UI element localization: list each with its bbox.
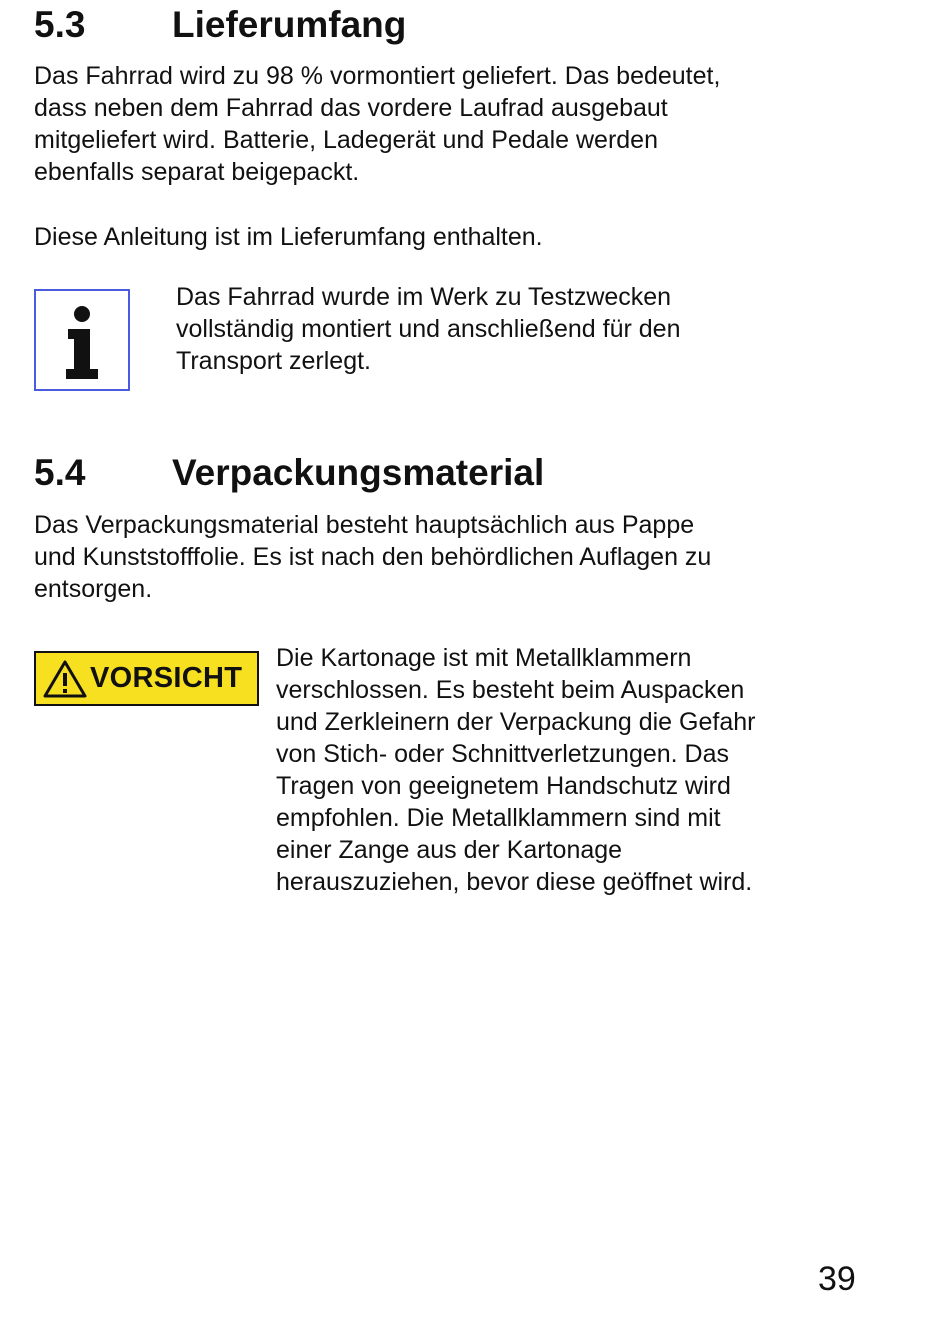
caution-line: verschlossen. Es besteht beim Auspacken (276, 676, 745, 704)
section-title: Lieferumfang (172, 4, 407, 45)
info-icon (34, 289, 130, 391)
caution-line: Die Kartonage ist mit Metallklammern (276, 644, 692, 672)
paragraph-line: Das Verpackungsmaterial besteht hauptsächlich aus Pappe (34, 511, 695, 539)
paragraph-line: entsorgen. (34, 575, 153, 603)
info-note-text (176, 281, 816, 377)
note-line: Transport zerlegt. (176, 347, 371, 375)
paragraph-line: dass neben dem Fahrrad das vordere Laufrad ausgebaut (34, 94, 668, 122)
paragraph-line: Das Fahrrad wird zu 98 % vormontiert geliefert. Das bedeutet, (34, 62, 721, 90)
caution-text (276, 642, 836, 898)
section-heading-5-4 (34, 451, 914, 495)
caution-badge (34, 651, 259, 706)
caution-label: VORSICHT (90, 662, 243, 694)
caution-line: Tragen von geeignetem Handschutz wird (276, 772, 731, 800)
packaging-paragraph (34, 509, 834, 605)
section-number: 5.3 (34, 4, 86, 45)
caution-line: und Zerkleinern der Verpackung die Gefahr (276, 708, 756, 736)
caution-line: von Stich- oder Schnittverletzungen. Das (276, 740, 730, 768)
paragraph-line: Diese Anleitung ist im Lieferumfang enthalten. (34, 223, 543, 251)
section-title: Verpackungsmaterial (172, 452, 545, 493)
delivery-paragraph (34, 60, 834, 188)
note-line: vollständig montiert und anschließend für den (176, 315, 681, 343)
section-heading-5-3 (34, 3, 914, 47)
manual-included-paragraph (34, 221, 834, 253)
caution-line: empfohlen. Die Metallklammern sind mit (276, 804, 721, 832)
warning-triangle-icon (42, 659, 88, 699)
paragraph-line: mitgeliefert wird. Batterie, Ladegerät und Pedale werden (34, 126, 658, 154)
paragraph-line: und Kunststofffolie. Es ist nach den behördlichen Auflagen zu (34, 543, 712, 571)
page-number: 39 (818, 1260, 856, 1298)
caution-line: herauszuziehen, bevor diese geöffnet wird. (276, 868, 753, 896)
caution-line: einer Zange aus der Kartonage (276, 836, 623, 864)
note-line: Das Fahrrad wurde im Werk zu Testzwecken (176, 283, 672, 311)
paragraph-line: ebenfalls separat beigepackt. (34, 158, 360, 186)
section-number: 5.4 (34, 452, 86, 493)
